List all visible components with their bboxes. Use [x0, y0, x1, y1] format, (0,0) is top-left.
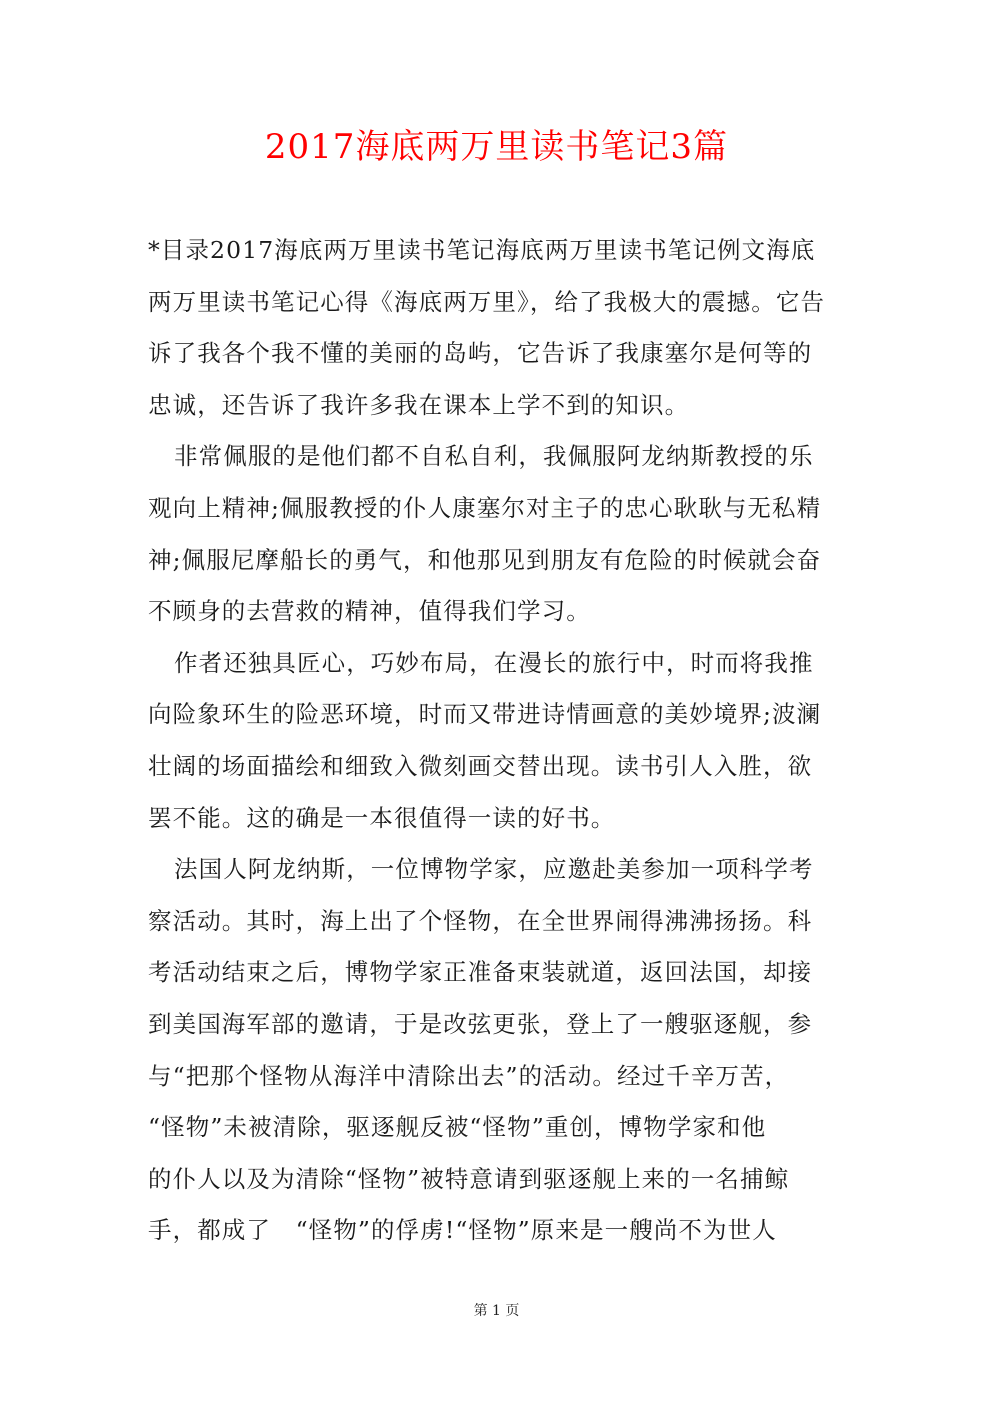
body-line: 神;佩服尼摩船长的勇气，和他那见到朋友有危险的时候就会奋: [148, 545, 822, 574]
body-line: *目录2017海底两万里读书笔记海底两万里读书笔记例文海底: [148, 236, 816, 264]
body-line: 向险象环生的险恶环境，时而又带进诗情画意的美妙境界;波澜: [148, 700, 822, 729]
body-line: 的仆人以及为清除“怪物”被特意请到驱逐舰上来的一名捕鲸: [148, 1164, 790, 1193]
document-body: [148, 227, 842, 1259]
body-line: 手，都成了 “怪物”的俘虏!“怪物”原来是一艘尚不为世人: [148, 1216, 777, 1245]
document-title: 2017海底两万里读书笔记3篇: [264, 127, 729, 167]
body-line: 与“把那个怪物从海洋中清除出去”的活动。经过千辛万苦，: [148, 1061, 790, 1090]
body-line: 到美国海军部的邀请，于是改弦更张，登上了一艘驱逐舰，参: [148, 1009, 813, 1038]
body-line-paragraph-start: 非常佩服的是他们都不自私自利，我佩服阿龙纳斯教授的乐: [174, 442, 814, 471]
body-line: 壮阔的场面描绘和细致入微刻画交替出现。读书引人入胜，欲: [148, 751, 813, 780]
body-line: 考活动结束之后，博物学家正准备束装就道，返回法国，却接: [148, 958, 813, 987]
body-line: “怪物”未被清除，驱逐舰反被“怪物”重创，博物学家和他: [148, 1113, 767, 1142]
body-line-paragraph-start: 法国人阿龙纳斯，一位博物学家，应邀赴美参加一项科学考: [174, 855, 814, 884]
body-line: 不顾身的去营救的精神，值得我们学习。: [148, 597, 591, 626]
body-line: 察活动。其时，海上出了个怪物，在全世界闹得沸沸扬扬。科: [148, 906, 813, 935]
body-line: 两万里读书笔记心得《海底两万里》，给了我极大的震撼。它告: [148, 287, 826, 316]
body-line: 罢不能。这的确是一本很值得一读的好书。: [148, 803, 616, 832]
body-line-paragraph-start: 作者还独具匠心，巧妙布局，在漫长的旅行中，时而将我推: [174, 648, 814, 677]
body-line: 观向上精神;佩服教授的仆人康塞尔对主子的忠心耿耿与无私精: [148, 493, 822, 522]
body-line: 忠诚，还告诉了我许多我在课本上学不到的知识。: [148, 390, 690, 419]
body-line: 诉了我各个我不懂的美丽的岛屿，它告诉了我康塞尔是何等的: [148, 339, 813, 368]
page-number-footer: 第 1 页: [473, 1303, 520, 1319]
